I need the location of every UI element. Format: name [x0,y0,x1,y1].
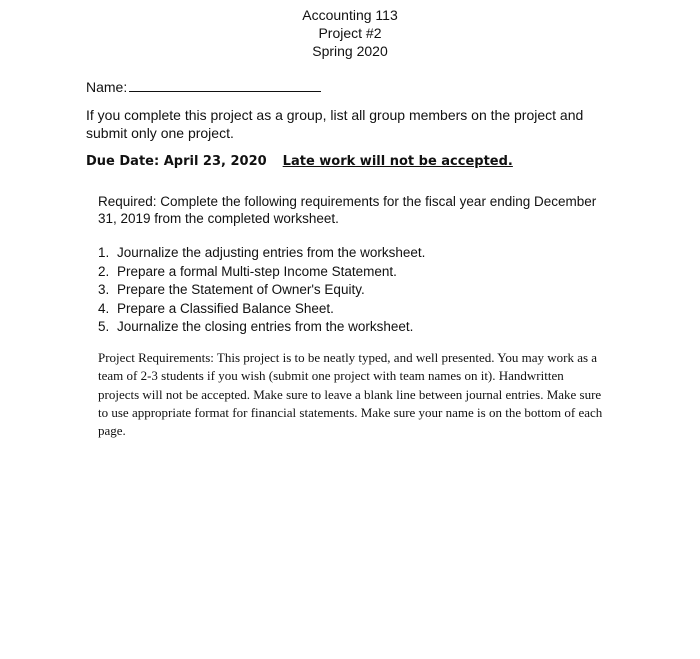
late-work-notice: Late work will not be accepted. [282,154,513,169]
name-label: Name: [86,79,128,95]
requirements-list [98,244,425,337]
due-date-label: Due Date: April 23, 2020 [86,154,267,169]
list-item [98,263,425,282]
group-instructions: If you complete this project as a group, list all group members on the project and submit only one project. [86,107,584,141]
item-number: 5. [98,319,110,334]
term-title: Spring 2020 [312,43,388,59]
item-text: Prepare a formal Multi-step Income Statement. [117,263,397,279]
list-item [98,318,425,337]
project-title: Project #2 [318,25,382,41]
course-title: Accounting 113 [302,7,398,23]
item-text: Journalize the closing entries from the worksheet. [117,319,414,334]
required-intro: Required: Complete the following requirements for the fiscal year ending December 31, 2019 from the completed worksheet. [98,194,597,226]
item-text: Journalize the adjusting entries from the worksheet. [117,245,426,260]
due-date-row [86,153,513,171]
name-field-row [86,78,321,96]
project-requirements-paragraph: Project Requirements: This project is to be neatly typed, and well presented. You may work as a team of 2-3 students if you wish (submit one project with team names on it). Handwritten projects will not be accepted. Make sure to leave a blank line between journal entries. Make sure to use appropriate format for financial statements. Make sure your name is on the bottom of each page. [98,350,603,439]
name-blank-line [129,78,321,92]
item-number: 4. [98,300,110,316]
list-item [98,244,425,263]
list-item [98,281,425,300]
item-number: 3. [98,282,110,297]
list-item [98,300,425,319]
item-text: Prepare a Classified Balance Sheet. [117,300,334,316]
item-text: Prepare the Statement of Owner's Equity. [117,282,365,297]
item-number: 2. [98,263,110,279]
document-header [0,6,700,60]
item-number: 1. [98,245,110,260]
